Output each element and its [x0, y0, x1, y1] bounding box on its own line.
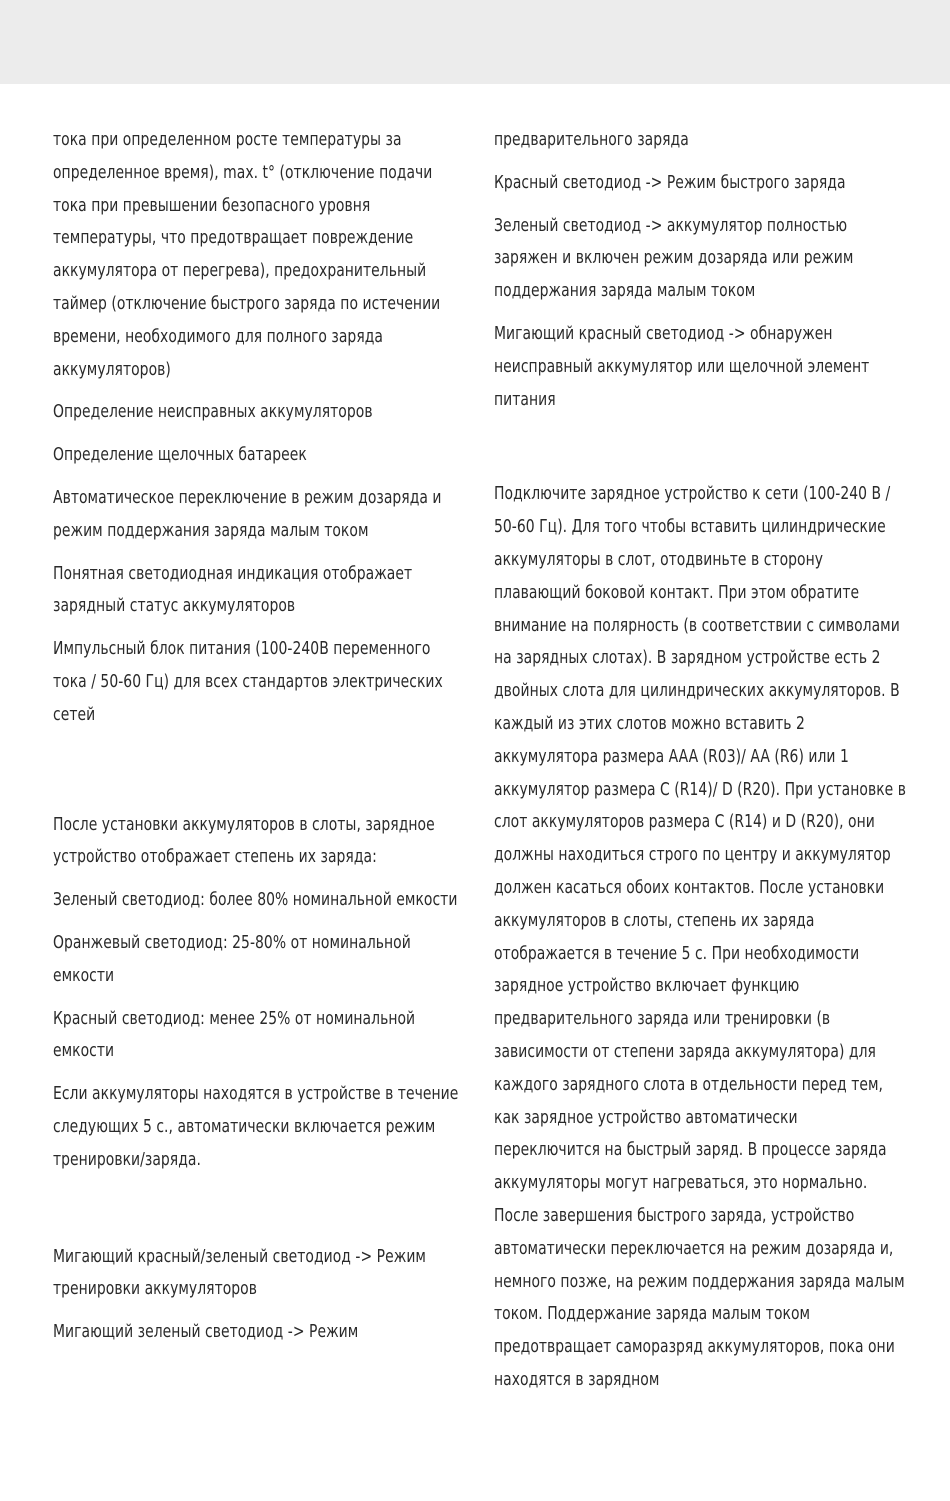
feature-power-supply: Импульсный блок питания (100-240В переменного тока / 50-60 Гц) для всех стандартов электрических сетей	[53, 638, 443, 725]
led-red-level: Красный светодиод: менее 25% от номинальной емкости	[53, 1007, 416, 1062]
led-blink-red-green: Мигающий красный/зеленый светодиод -> Режим тренировки аккумуляторов	[53, 1245, 426, 1300]
right-column	[494, 124, 909, 1407]
led-blink-green-cont: предварительного заряда	[494, 129, 689, 150]
left-column	[53, 124, 468, 1359]
protection-features-text: тока при определенном росте температуры за определенное время), max. t° (отключение подачи тока при превышении безопасного уровня температуры, что предотвращает повреждение аккумулятора от перегрева), предохранительный таймер (отключение быстрого заряда по истечении времени, необходимого для полного заряда аккумуляторов)	[53, 129, 441, 380]
led-green-full: Зеленый светодиод -> аккумулятор полностью заряжен и включен режим дозаряда или режим поддержания заряда малым током	[494, 214, 854, 302]
led-blink-red-defect: Мигающий красный светодиод -> обнаружен неисправный аккумулятор или щелочной элемент питания	[494, 322, 870, 410]
feature-led-indication: Понятная светодиодная индикация отображает зарядный статус аккумуляторов	[53, 562, 413, 617]
header-band	[0, 0, 950, 84]
led-blink-green: Мигающий зеленый светодиод -> Режим	[53, 1321, 359, 1343]
led-green-level: Зеленый светодиод: более 80% номинальной емкости	[53, 889, 458, 911]
feature-alkaline-detection: Определение щелочных батареек	[53, 444, 307, 466]
led-orange-level: Оранжевый светодиод: 25-80% от номинальной емкости	[53, 931, 411, 986]
feature-defective-detection: Определение неисправных аккумуляторов	[53, 401, 373, 423]
charge-level-intro: После установки аккумуляторов в слоты, зарядное устройство отображает степень их заряда:	[53, 813, 435, 868]
operation-instructions: Подключите зарядное устройство к сети (100-240 В / 50-60 Гц). Для того чтобы вставить цилиндрические аккумуляторы в слот, отодвиньте в сторону плавающий боковой контакт. При этом обратите внимание на полярность (в соответствии с символами на зарядных слотах). В зарядном устройстве есть 2 двойных слота для цилиндрических аккумуляторов. В каждый из этих слотов можно вставить 2 аккумулятора размера AAA (R03)/ AA (R6) или 1 аккумулятор размера C (R14)/ D (R20). При установке в слот аккумуляторов размера C (R14) и D (R20), они должны находиться строго по центру и аккумулятор должен касаться обоих контактов. После установки аккумуляторов в слоты, степень их заряда отображается в течение 5 с. При необходимости зарядное устройство включает функцию предварительного заряда или тренировки (в зависимости от степени заряда аккумулятора) для каждого зарядного слота в отдельности перед тем, как зарядное устройство автоматически переключится на быстрый заряд. В процессе заряда аккумуляторы могут нагреваться, это нормально. После завершения быстрого заряда, устройство автоматически переключается на режим дозаряда и, немного позже, на режим поддержания заряда малым током. Поддержание заряда малым током предотвращает саморазряд аккумуляторов, пока они находятся в зарядном	[494, 483, 907, 1390]
led-red-fast-charge: Красный светодиод -> Режим быстрого заряда	[494, 171, 846, 193]
feature-auto-trickle: Автоматическое переключение в режим дозаряда и режим поддержания заряда малым током	[53, 486, 442, 541]
auto-conditioning-note: Если аккумуляторы находятся в устройстве в течение следующих 5 с., автоматически включается режим тренировки/заряда.	[53, 1083, 459, 1170]
